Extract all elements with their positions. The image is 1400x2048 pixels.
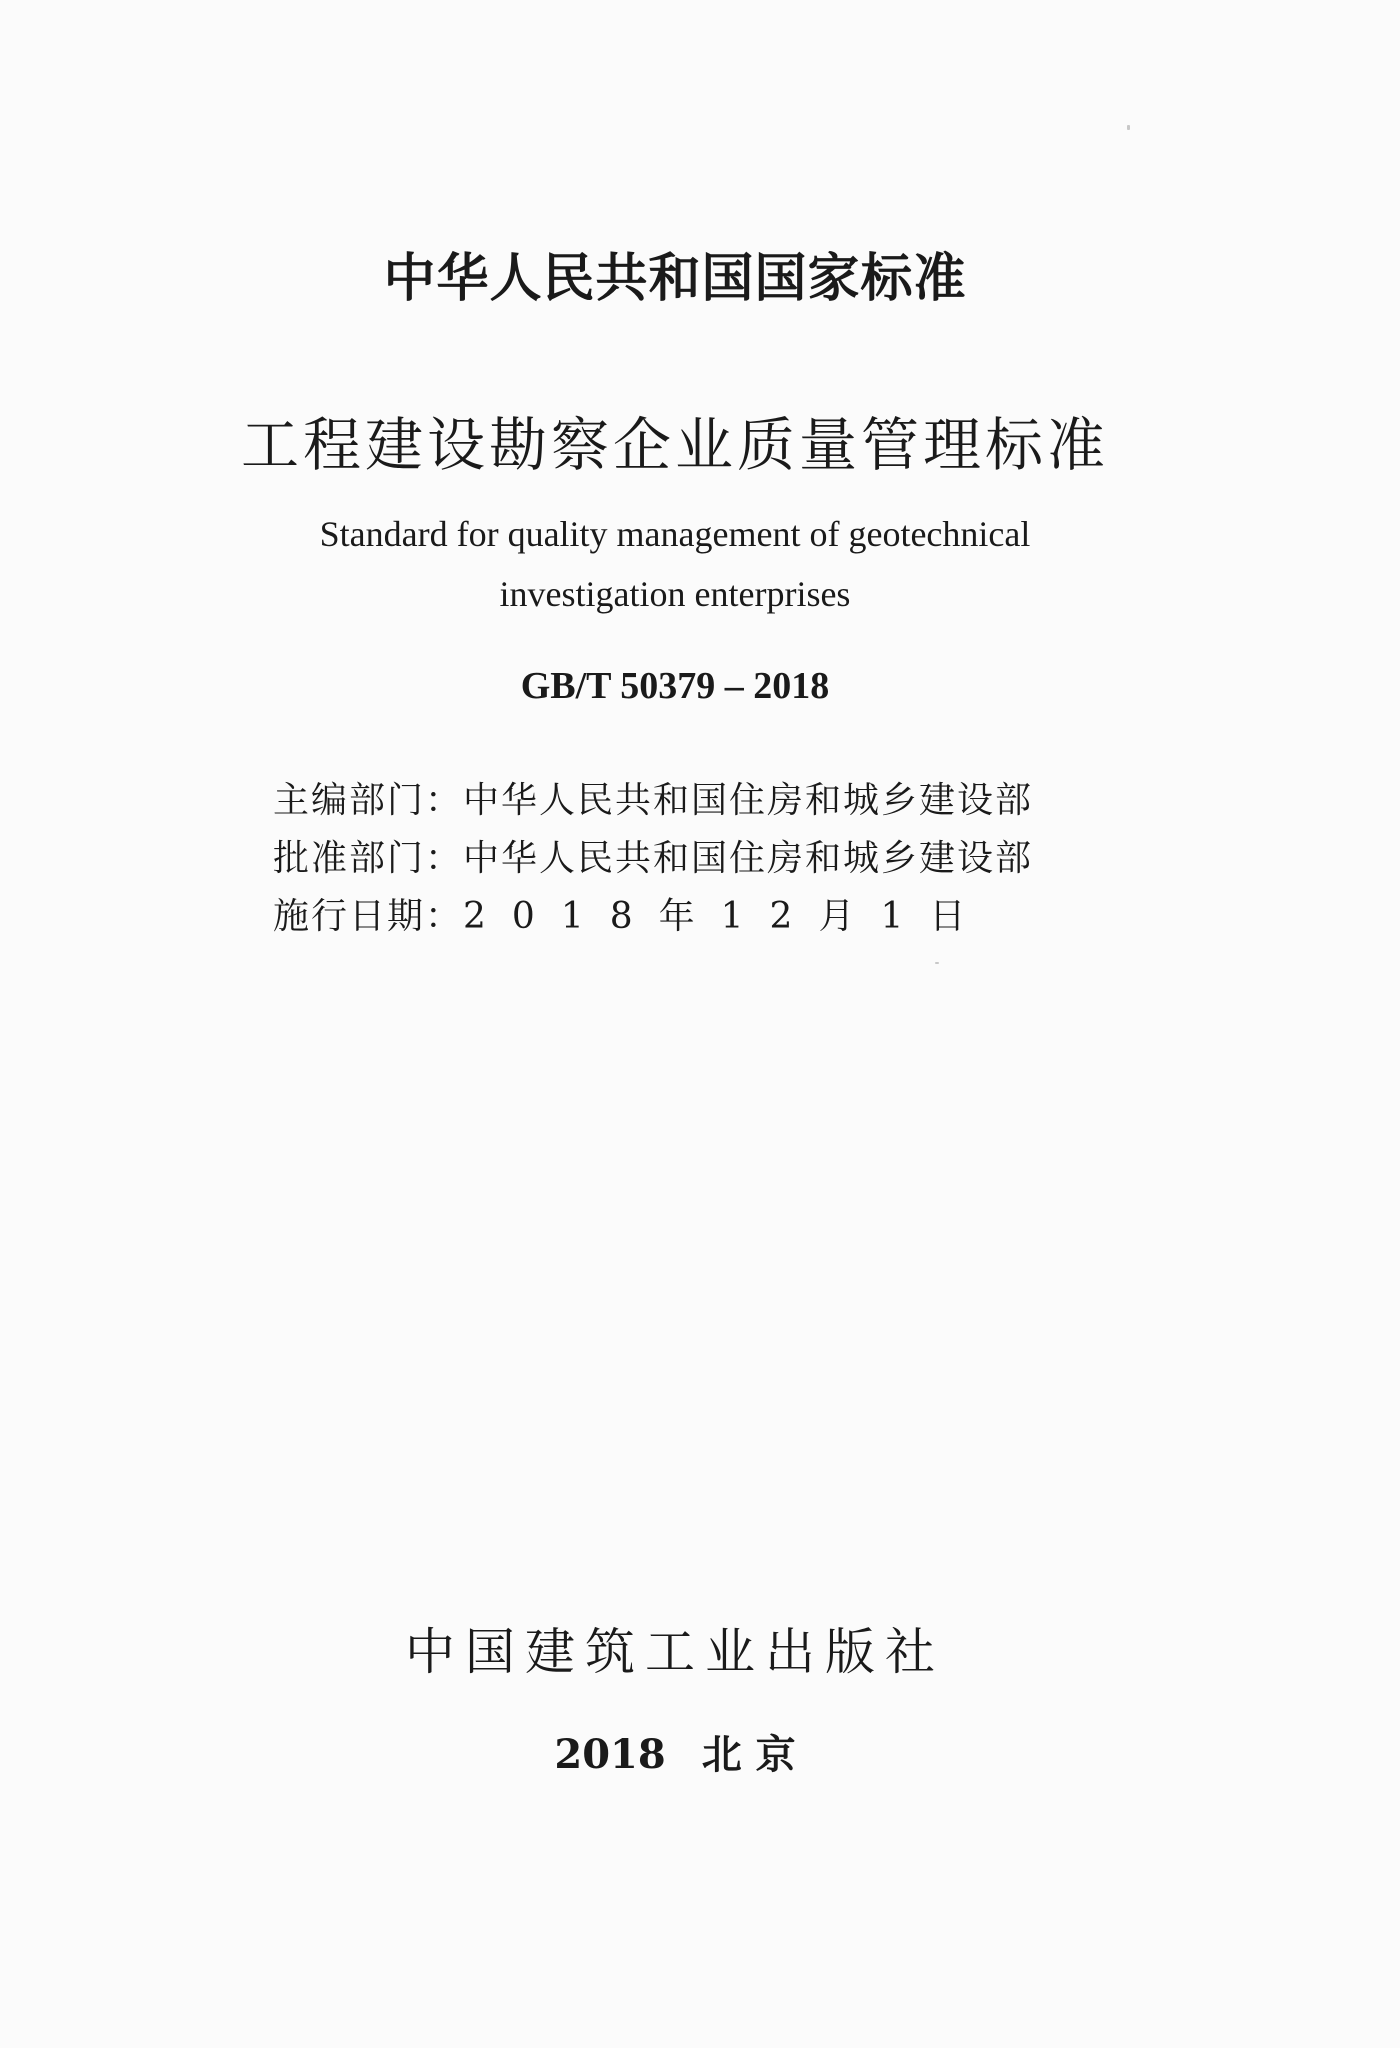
title-english-line-1: Standard for quality management of geotechnical — [319, 514, 1031, 554]
national-standard-heading: 中华人民共和国国家标准 — [383, 249, 967, 309]
title-chinese: 工程建设勘察企业质量管理标准 — [240, 411, 1109, 479]
publisher-name: 中国建筑工业出版社 — [405, 1623, 945, 1681]
standard-code: GB/T 50379 – 2018 — [520, 665, 830, 707]
approver-department-row — [273, 830, 1033, 881]
publication-city: 北 京 — [701, 1731, 796, 1778]
publication-year: 2018 — [554, 1731, 666, 1778]
title-english-line-2: investigation enterprises — [499, 574, 851, 614]
scan-speck — [1127, 125, 1130, 130]
effective-label: 施行日期： — [273, 896, 464, 937]
approver-value: 中华人民共和国住房和城乡建设部 — [463, 838, 1034, 879]
editor-value: 中华人民共和国住房和城乡建设部 — [463, 780, 1034, 821]
editor-department-row — [273, 772, 1033, 823]
effective-value: 2018年12月1日 — [463, 896, 992, 937]
approver-label: 批准部门： — [273, 838, 464, 879]
publication-place — [0, 1723, 1350, 1780]
editor-label: 主编部门： — [273, 780, 464, 821]
scan-speck — [935, 962, 939, 964]
effective-date-row — [273, 888, 991, 939]
